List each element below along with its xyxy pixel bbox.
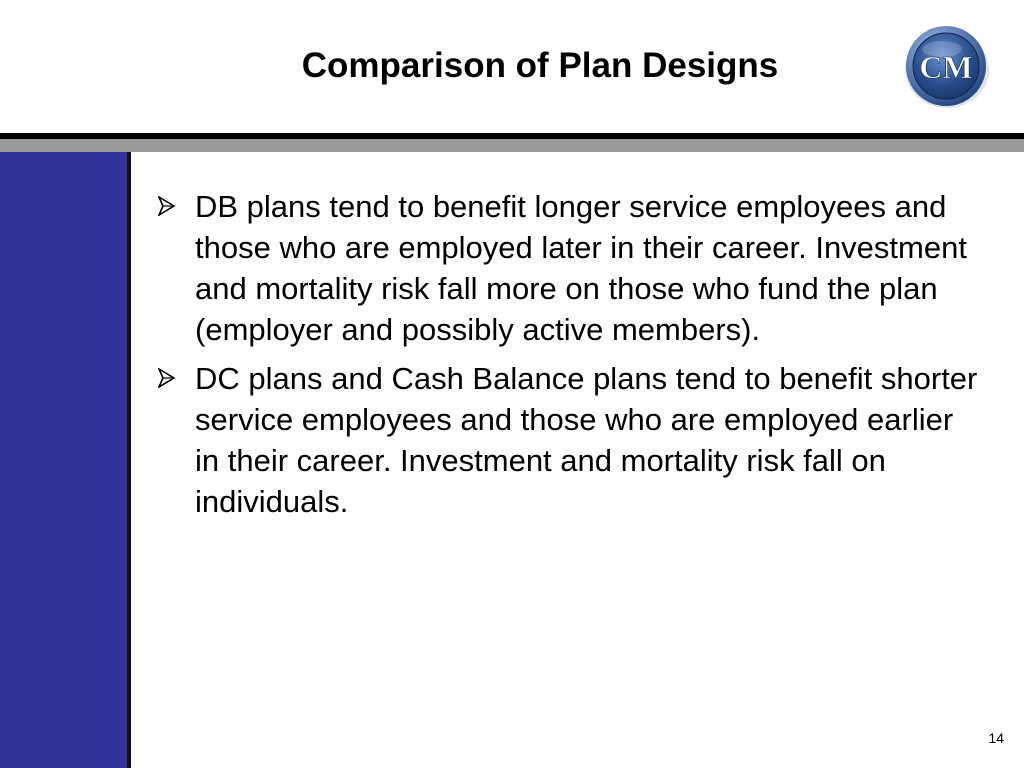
bullet-item	[158, 358, 978, 522]
cm-logo-icon	[902, 22, 992, 112]
logo-text: CM	[919, 49, 973, 85]
header-gray-band	[0, 139, 1024, 152]
bullet-text: DC plans and Cash Balance plans tend to benefit shorter service employees and those who are employed earlier in their career. Investment and mortality risk fall on individuals.	[195, 361, 978, 519]
bullet-item	[158, 186, 978, 350]
bullet-list	[158, 186, 978, 530]
page-number: 14	[988, 730, 1004, 746]
slide-title: Comparison of Plan Designs	[301, 46, 779, 85]
side-panel	[0, 152, 127, 768]
arrow-bullet-icon	[158, 186, 184, 227]
arrow-bullet-icon	[158, 358, 184, 399]
side-panel-edge	[127, 152, 131, 768]
bullet-text: DB plans tend to benefit longer service employees and those who are employed later in their career. Investment and mortality risk fall more on those who fund the plan (employer and possibly active members).	[195, 189, 967, 347]
